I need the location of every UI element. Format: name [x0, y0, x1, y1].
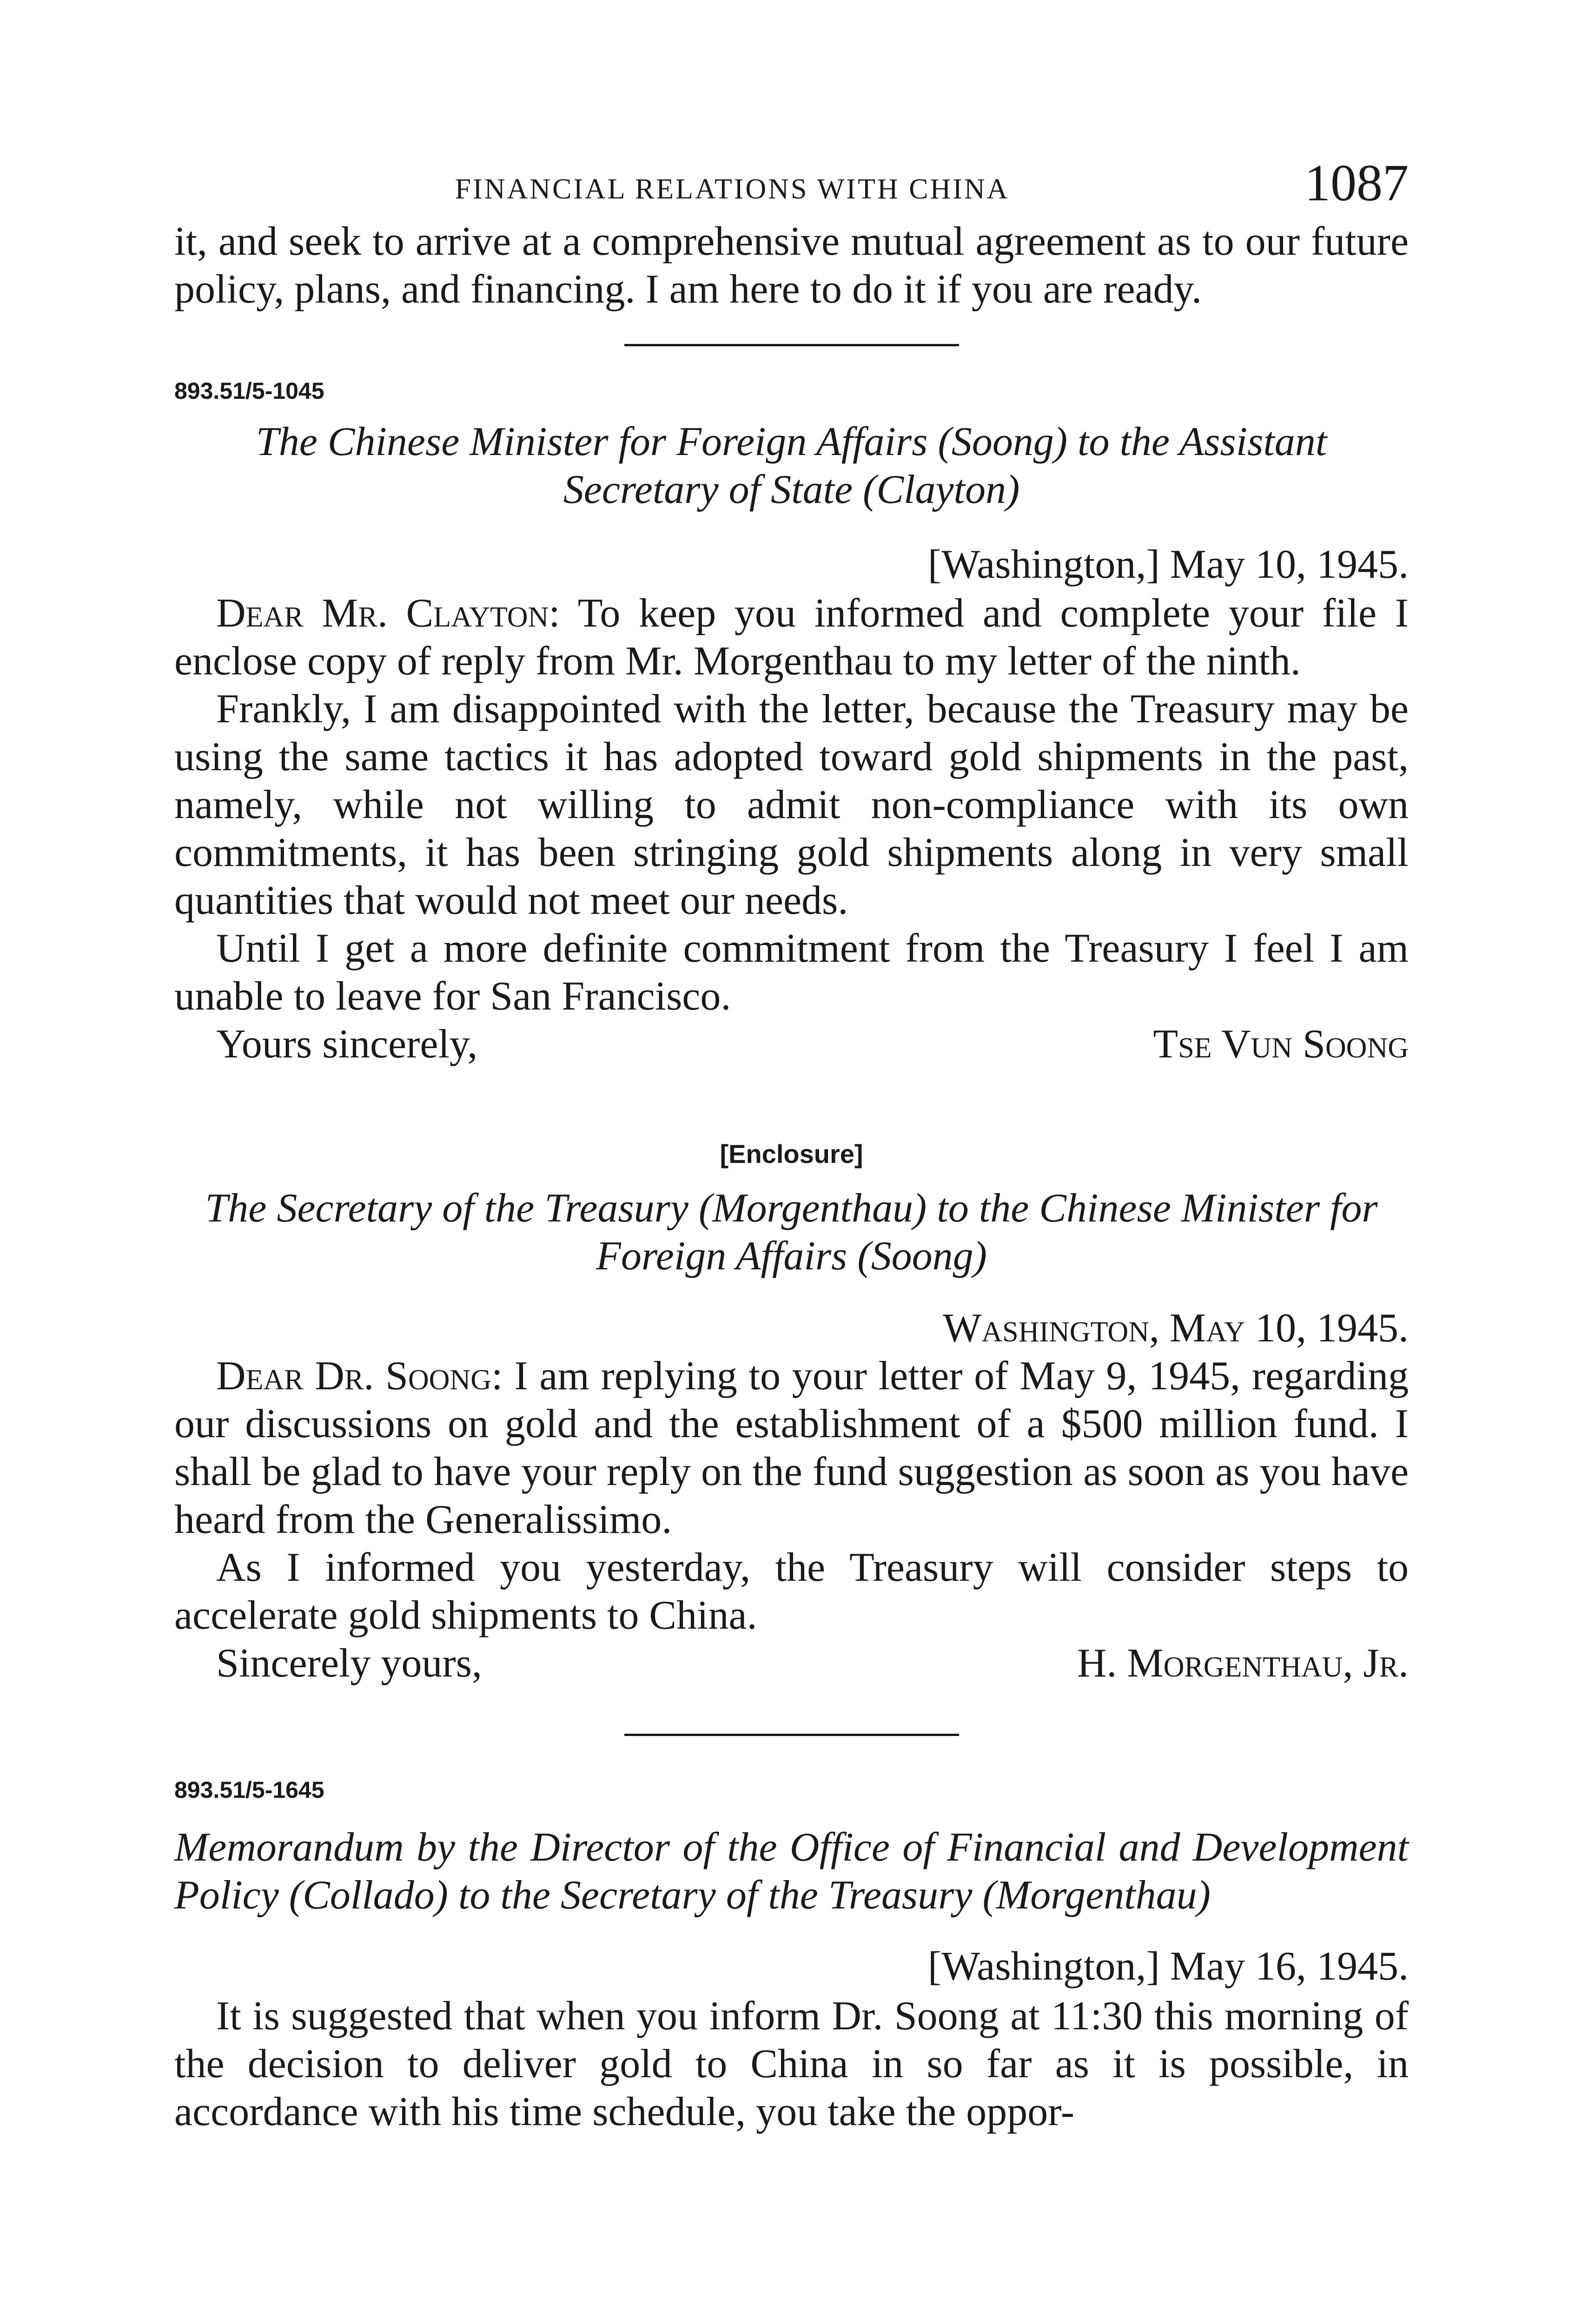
letter-paragraph: [174, 589, 1409, 685]
dateline: [Washington,] May 16, 1945.: [927, 1944, 1409, 1989]
signoff: [174, 1020, 1409, 1068]
signature: H. Morgenthau, Jr.: [1077, 1641, 1409, 1686]
page-header: [174, 153, 1409, 212]
section-divider: [624, 344, 959, 346]
letter-paragraph: Frankly, I am disappointed with the letter, because the Treasury may be using the same tactics it has adopted toward gold shipments in the past, namely, while not willing to admit non-compliance with its own commitments, it has been stringing gold shipments along in very small quantities that would not meet our needs.: [174, 687, 1409, 923]
enclosure-label: [Enclosure]: [720, 1139, 863, 1169]
document-title: The Chinese Minister for Foreign Affairs (Soong) to the Assistant Secretary of State (Clayton): [256, 419, 1327, 512]
closing: Sincerely yours,: [216, 1641, 482, 1686]
salutation: Dear Mr. Clayton:: [216, 591, 560, 636]
letter-paragraph: [174, 1352, 1409, 1544]
continued-paragraph: it, and seek to arrive at a comprehensive mutual agreement as to our future policy, plans, and financing. I am here to do it if you are ready.: [174, 219, 1409, 312]
page-number: 1087: [1304, 154, 1409, 212]
signature: Tse Vun Soong: [1153, 1022, 1409, 1067]
memo-paragraph: It is suggested that when you inform Dr. Soong at 11:30 this morning of the decision to deliver gold to China in so far as it is possible, in accordance with his time schedule, you take the oppor-: [174, 1994, 1409, 2134]
letter-text: To keep you informed and complete your file I enclose copy of reply from Mr. Morgenthau to my letter of the ninth.: [174, 591, 1409, 684]
dateline: [Washington,] May 10, 1945.: [927, 542, 1409, 587]
dateline: Washington, May 10, 1945.: [943, 1306, 1409, 1351]
letter-paragraph: As I informed you yesterday, the Treasury will consider steps to accelerate gold shipments to China.: [174, 1545, 1409, 1638]
salutation: Dear Dr. Soong:: [216, 1353, 503, 1399]
letter-paragraph: Until I get a more definite commitment from the Treasury I feel I am unable to leave for San Francisco.: [174, 926, 1409, 1019]
letter-text: I am replying to your letter of May 9, 1945, regarding our discussions on gold and the establishment of a $500 million fund. I shall be glad to have your reply on the fund suggestion as soon as you have heard from the Generalissimo.: [174, 1353, 1409, 1542]
signoff: [174, 1639, 1409, 1687]
enclosure-title: The Secretary of the Treasury (Morgenthau) to the Chinese Minister for Foreign Affairs (Soong): [205, 1186, 1378, 1279]
running-head: FINANCIAL RELATIONS WITH CHINA: [455, 173, 1010, 205]
document-page: [174, 153, 1409, 2136]
file-number: 893.51/5-1645: [174, 1777, 324, 1803]
closing: Yours sincerely,: [216, 1022, 478, 1067]
document-title: Memorandum by the Director of the Office of Financial and Development Policy (Collado) to the Secretary of the Treasury (Morgenthau): [174, 1825, 1409, 1918]
file-number: 893.51/5-1045: [174, 378, 324, 404]
section-divider: [624, 1734, 959, 1736]
